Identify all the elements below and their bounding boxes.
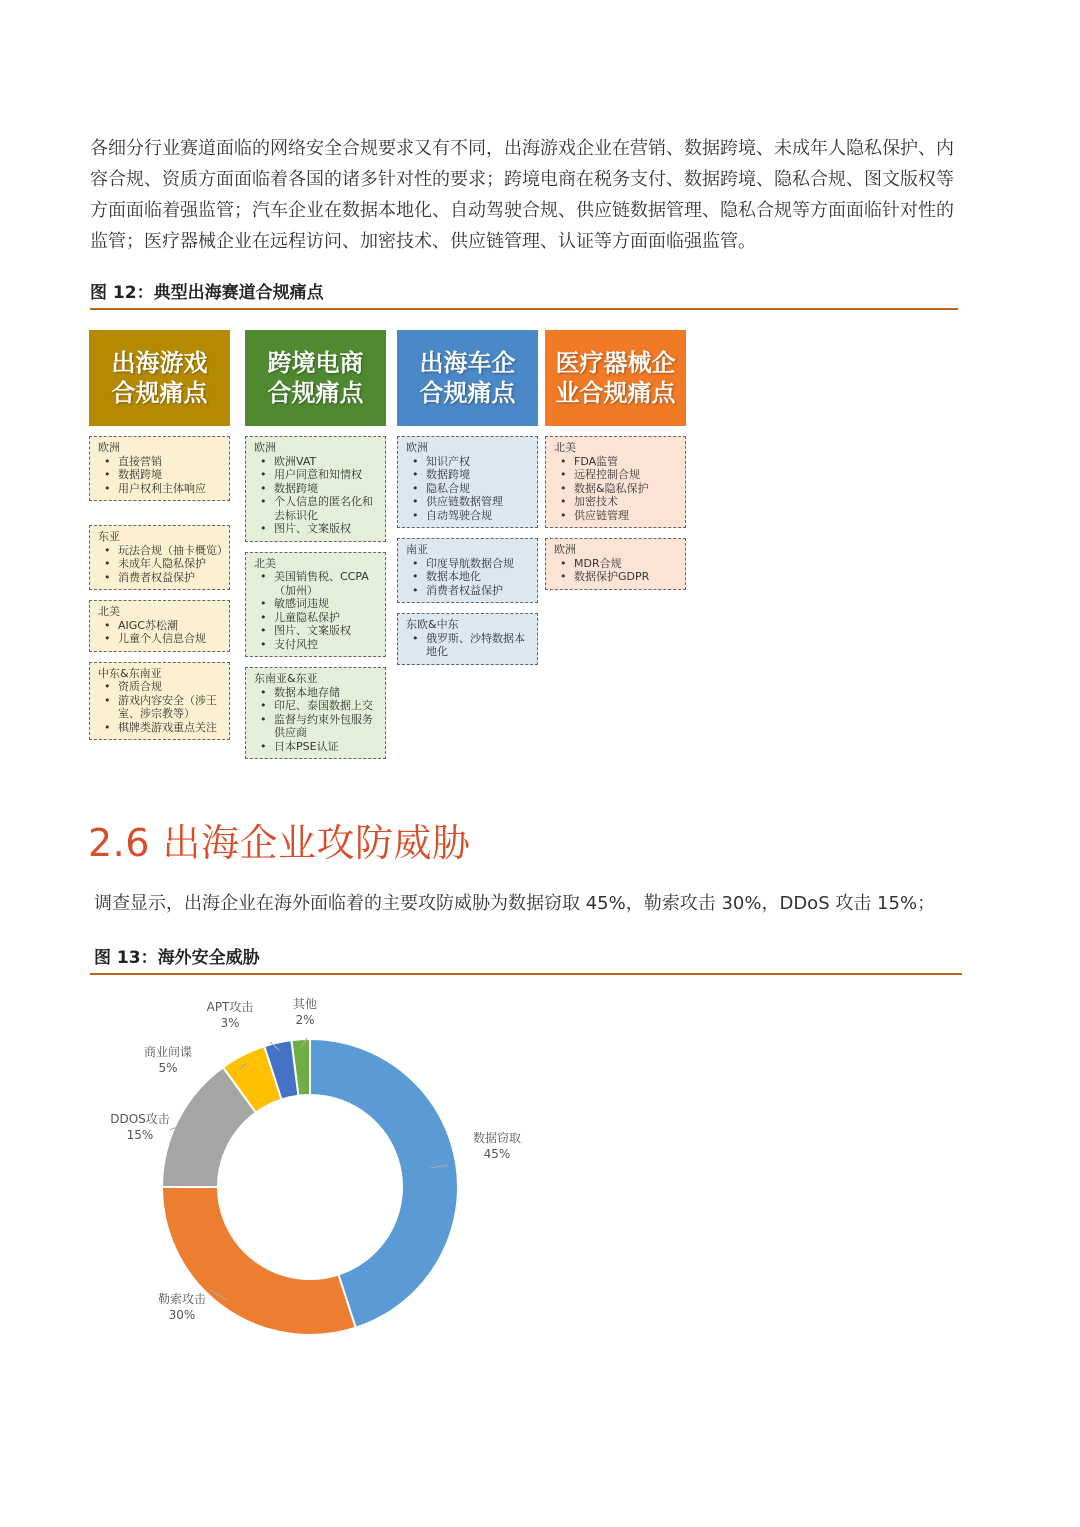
column-header [545,330,686,426]
slice-category-label: APT攻击 [206,1000,254,1014]
figure-13-rule [90,973,962,975]
requirement-item: • 供应链管理 [574,509,680,523]
region-box [245,667,386,759]
column-header-line: 合规痛点 [267,379,364,407]
column-4 [545,330,686,590]
requirement-item: • MDR合规 [574,557,680,571]
requirement-item: • 用户权利主体响应 [118,482,224,496]
intro-line-3: 方面面临着强监管；汽车企业在数据本地化、自动驾驶合规、供应链数据管理、隐私合规等方面面临针对性的 [90,200,954,221]
requirement-list [554,455,680,523]
requirement-item: • 儿童隐私保护 [274,611,380,625]
slice-value-label: 15% [126,1128,154,1142]
requirement-item: • 隐私合规 [426,482,532,496]
figure-12-title: 图 12：典型出海赛道合规痛点 [90,283,324,303]
requirement-list [406,557,532,598]
requirement-list [98,455,224,496]
requirement-item: • 数据跨境 [118,468,224,482]
slice-value-label: 2% [295,1013,315,1027]
slice-category-label: 勒索攻击 [157,1292,207,1306]
requirement-list [254,686,380,754]
column-header-line: 合规痛点 [111,379,208,407]
region-name: 欧洲 [254,441,276,454]
requirement-list [254,570,380,651]
column-header-line: 跨境电商 [267,349,364,377]
requirement-list [406,632,532,659]
requirement-item: • 数据保护GDPR [574,570,680,584]
requirement-list [98,543,228,585]
slice-category-label: 商业间谍 [143,1045,193,1059]
region-box [89,600,230,652]
region-box [545,538,686,590]
requirement-item: • 玩法合规（抽卡概览） [118,544,224,558]
requirement-list [254,455,380,536]
requirement-item: • 支付风控 [274,638,380,652]
requirement-item: • 图片、文案版权 [274,522,380,536]
region-box [397,613,538,665]
slice-value-label: 3% [220,1016,240,1030]
region-name: 欧洲 [554,543,576,556]
region-box [245,552,386,658]
requirement-item: • 知识产权 [426,455,532,469]
requirement-item: • 资质合规 [118,680,224,694]
region-box [397,436,538,528]
requirement-item: • 俄罗斯、沙特数据本地化 [426,632,532,659]
region-name: 东南亚&东亚 [254,672,318,685]
region-name: 北美 [554,441,576,454]
column-header-line: 出海游戏 [111,349,208,377]
requirement-item: • 自动驾驶合规 [426,509,532,523]
column-header-line: 合规痛点 [419,379,516,407]
column-2 [245,330,386,759]
region-name: 欧洲 [406,441,428,454]
requirement-item: • 数据跨境 [274,482,380,496]
requirement-item: • 未成年人隐私保护 [118,557,224,571]
region-name: 南亚 [406,543,428,556]
intro-line-4: 监管；医疗器械企业在远程访问、加密技术、供应链管理、认证等方面面临强监管。 [90,231,756,252]
region-box [89,525,230,590]
requirement-item: • 印度导航数据合规 [426,557,532,571]
column-header [397,330,538,426]
requirement-item: • 儿童个人信息合规 [118,632,224,646]
region-name: 东亚 [98,530,120,543]
slice-value-label: 45% [483,1147,511,1161]
requirement-item: • 棋牌类游戏重点关注 [118,721,224,735]
region-name: 东欧&中东 [406,618,459,631]
slice-category-label: 数据窃取 [472,1131,522,1145]
column-header-line: 业合规痛点 [555,379,676,407]
figure-12-rule [90,308,958,310]
slice-value-label: 5% [158,1061,178,1075]
figure-13-title: 图 13：海外安全威胁 [94,948,260,968]
requirement-item: • 供应链数据管理 [426,495,532,509]
region-box [89,662,230,741]
requirement-list [98,619,224,646]
requirement-item: • 消费者权益保护 [426,584,532,598]
requirement-list [98,680,224,734]
region-box [245,436,386,542]
region-name: 北美 [98,605,120,618]
requirement-item: • 游戏内容安全（涉王室、涉宗教等） [118,694,224,721]
requirement-list [406,455,532,523]
requirement-item: • 数据本地化 [426,570,532,584]
region-box [397,538,538,603]
column-header [245,330,386,426]
requirement-item: • 加密技术 [574,495,680,509]
requirement-item: • 监督与约束外包服务供应商 [274,713,380,740]
requirement-item: • FDA监管 [574,455,680,469]
requirement-item: • 图片、文案版权 [274,624,380,638]
security-threat-donut-chart [90,990,560,1340]
intro-line-2: 容合规、资质方面面临着各国的诸多针对性的要求；跨境电商在税务支付、数据跨境、隐私合规、图文版权等 [90,169,954,190]
requirement-item: • 日本PSE认证 [274,740,380,754]
column-header-line: 出海车企 [419,349,516,377]
column-3 [397,330,538,665]
slice-value-label: 30% [168,1308,196,1322]
requirement-item: • 消费者权益保护 [118,571,224,585]
requirement-item: • 直接营销 [118,455,224,469]
slice-category-label: DDOS攻击 [110,1112,170,1126]
region-name: 北美 [254,556,276,570]
section-text: 调查显示，出海企业在海外面临着的主要攻防威胁为数据窃取 45%，勒索攻击 30%，DDoS 攻击 15%； [94,893,936,914]
requirement-item: • 数据跨境 [426,468,532,482]
column-1 [89,330,230,740]
column-header [89,330,230,426]
requirement-item: • 敏感词违规 [274,597,380,611]
intro-line-1: 各细分行业赛道面临的网络安全合规要求又有不同，出海游戏企业在营销、数据跨境、未成年人隐私保护、内 [90,138,954,159]
requirement-item: • 数据本地存储 [274,686,380,700]
requirement-item: • 欧洲VAT [274,455,380,469]
requirement-item: • 远程控制合规 [574,468,680,482]
requirement-item: • 个人信息的匿名化和去标识化 [274,495,380,522]
requirement-item: • 印尼、泰国数据上交 [274,699,380,713]
region-name: 欧洲 [98,441,120,454]
section-heading: 2.6 出海企业攻防威胁 [88,821,471,865]
requirement-list [554,557,680,584]
column-header-line: 医疗器械企 [555,349,676,377]
requirement-item: • AIGC苏松潮 [118,619,224,633]
region-box [89,436,230,501]
slice-category-label: 其他 [292,997,318,1011]
region-name: 中东&东南亚 [98,666,162,680]
region-box [545,436,686,528]
requirement-item: • 用户同意和知情权 [274,468,380,482]
requirement-item: • 数据&隐私保护 [574,482,680,496]
requirement-item: • 美国销售税、CCPA（加州） [274,570,380,597]
